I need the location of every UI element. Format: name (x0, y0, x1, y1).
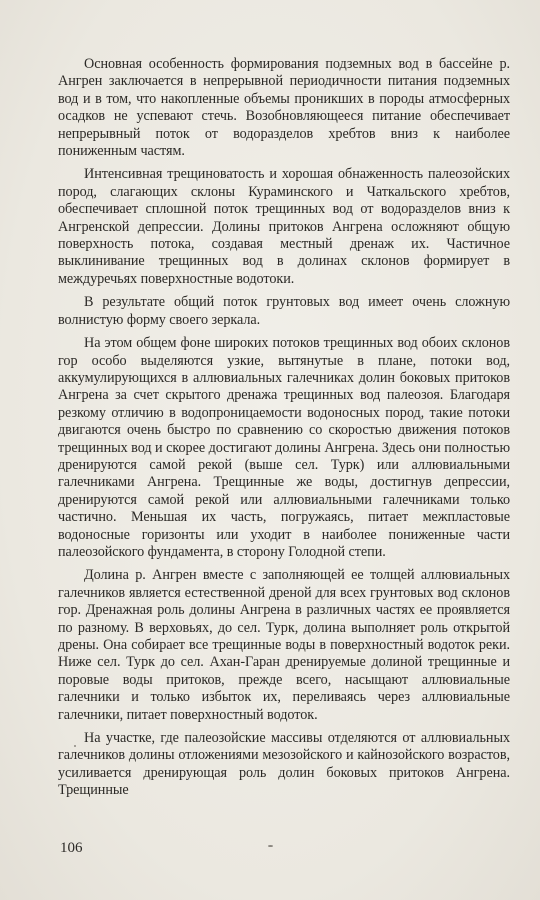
paragraph-3: В результате общий поток грунтовых вод имеет очень сложную волнистую форму своего зеркала. (58, 294, 510, 328)
paper-speck (268, 845, 273, 847)
paragraph-2: Интенсивная трещиноватость и хорошая обнаженность палеозойских пород, слагающих склоны Кураминского и Чаткальского хребтов, обеспечивает сплошной поток трещинных вод от водоразделов вниз к Ангренской депрессии. Долины притоков Ангрена осложняют общую поверхность потока, создавая местный дренаж их. Частичное выклинивание трещинных вод в долинах склонов формирует в междуречьях поверхностные водотоки. (58, 166, 510, 287)
page-number: 106 (60, 840, 83, 856)
text-column (58, 56, 510, 806)
paragraph-4: На этом общем фоне широких потоков трещинных вод обоих склонов гор особо выделяются узкие, вытянутые в плане, потоки вод, аккумулирующихся в аллювиальных галечниках долин боковых притоков Ангрена за счет скрытого дренажа трещинных вод палеозоя. Благодаря резкому отличию в водопроницаемости водоносных пород, такие потоки двигаются очень быстро по сравнению со скоростью движения потоков трещинных вод и скорее достигают долины Ангрена. Здесь они полностью дренируются самой рекой (выше сел. Турк) или аллювиальными галечниками Ангрена. Трещинные же воды, достигнув депрессии, дренируются самой рекой или аллювиальными галечниками только частично. Меньшая их часть, погружаясь, питает межпластовые водоносные горизонты или уходит в наиболее пониженные части палеозойского фундамента, в сторону Голодной степи. (58, 335, 510, 560)
paper-speck (74, 745, 76, 747)
paragraph-5: Долина р. Ангрен вместе с заполняющей ее толщей аллювиальных галечников является естественной дреной для всех грунтовых вод склонов гор. Дренажная роль долины Ангрена в различных частях ее проявляется по разному. В верховьях, до сел. Турк, долина выполняет роль открытой дрены. Она собирает все трещинные воды в поверхностный водоток реки. Ниже сел. Турк до сел. Ахан-Гаран дренируемые долиной трещинные и поровые воды притоков, прежде всего, насыщают аллювиальные галечники и только избыток их, переливаясь через аллювиальные галечники, питает поверхностный водоток. (58, 567, 510, 723)
paragraph-1: Основная особенность формирования подземных вод в бассейне р. Ангрен заключается в непрерывной периодичности питания подземных вод и в том, что накопленные объемы проникших в породы атмосферных осадков не успевают стечь. Возобновляющееся питание обеспечивает непрерывный поток от водоразделов хребтов вниз к наиболее пониженным частям. (58, 56, 510, 160)
paragraph-6: На участке, где палеозойские массивы отделяются от аллювиальных галечников долины отложениями мезозойского и кайнозойского возрастов, усиливается дренирующая роль долин боковых притоков Ангрена. Трещинные (58, 730, 510, 799)
